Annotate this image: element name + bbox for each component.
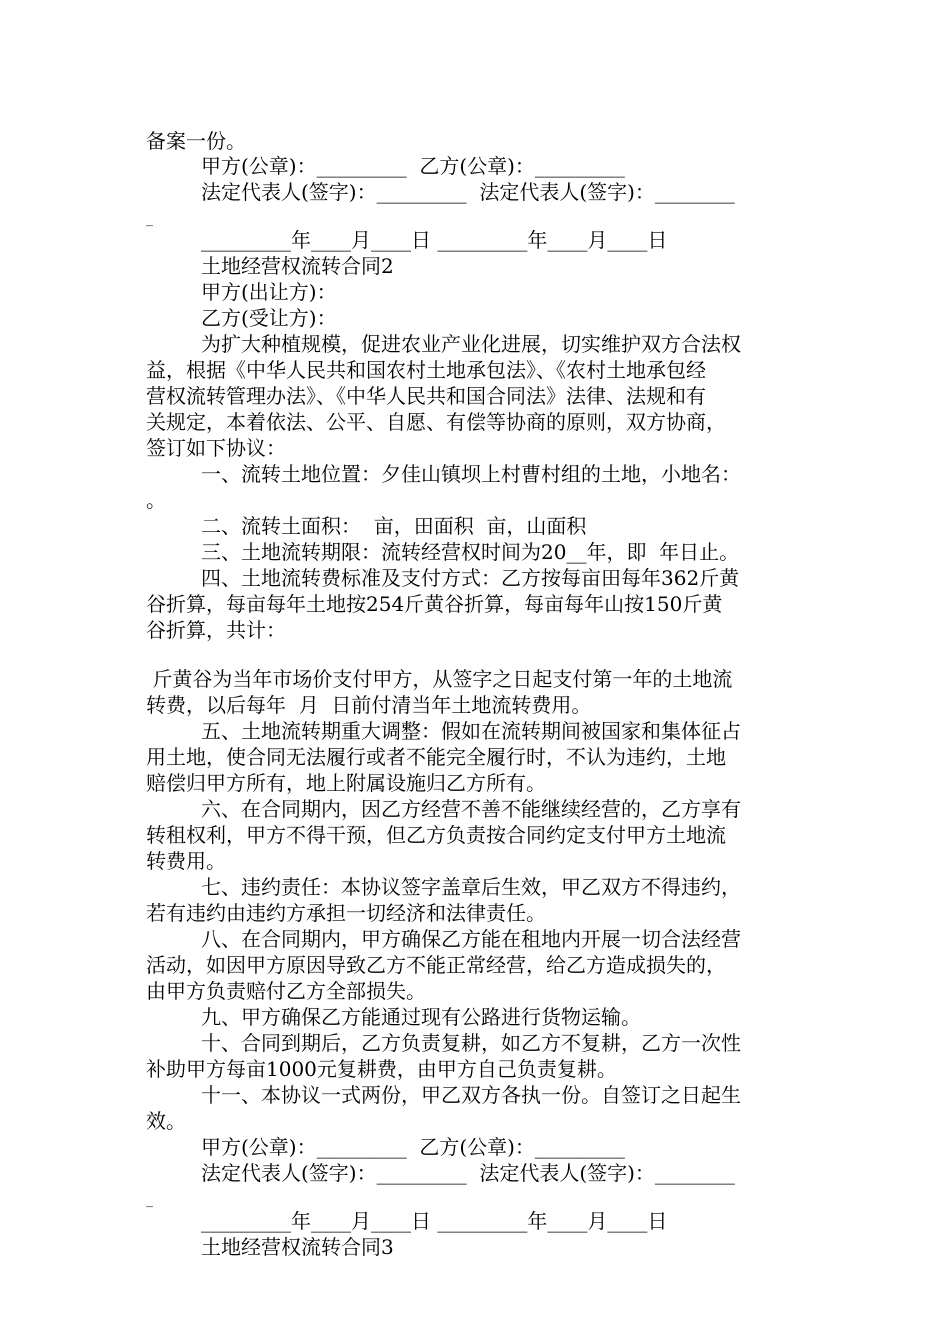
clause-line: 四、土地流转费标准及支付方式：乙方按每亩田每年362斤黄: [201, 566, 740, 590]
clause-line: 转费，以后每年 月 日前付清当年土地流转费用。: [146, 693, 592, 717]
clause-line: 。: [146, 488, 166, 512]
clause-line: 谷折算，共计：: [146, 618, 286, 642]
clause-line: 若有违约由违约方承担一切经济和法律责任。: [146, 901, 546, 925]
clause-line: 用土地，使合同无法履行或者不能完全履行时，不认为违约，土地: [146, 745, 726, 769]
clause-line: 一、流转土地位置：夕佳山镇坝上村曹村组的土地，小地名：: [201, 462, 741, 486]
clause-line: 九、甲方确保乙方能通过现有公路进行货物运输。: [201, 1005, 641, 1029]
underscore-continuation: _: [146, 211, 153, 227]
clause-line: 转租权利，甲方不得干预，但乙方负责按合同约定支付甲方土地流: [146, 823, 726, 847]
contract-heading: 土地经营权流转合同2: [201, 254, 394, 278]
preamble-line: 益，根据《中华人民共和国农村土地承包法》、《农村土地承包经: [146, 358, 706, 382]
date-line: _________年____月____日 _________年____月____日: [201, 1209, 668, 1233]
underscore-continuation: _: [146, 1192, 153, 1208]
clause-line: 由甲方负责赔付乙方全部损失。: [146, 979, 426, 1003]
party-b-label: 乙方(受让方)：: [201, 306, 337, 330]
text-line: 备案一份。: [146, 129, 246, 153]
signature-line-seal: 甲方(公章)：_________ 乙方(公章)：_________: [201, 1135, 625, 1159]
date-line: _________年____月____日 _________年____月____日: [201, 228, 668, 252]
clause-line: 十一、本协议一式两份，甲乙双方各执一份。自签订之日起生: [201, 1083, 741, 1107]
clause-line: 活动，如因甲方原因导致乙方不能正常经营，给乙方造成损失的，: [146, 953, 726, 977]
clause-line: 效。: [146, 1109, 186, 1133]
contract-heading: 土地经营权流转合同3: [201, 1235, 394, 1259]
clause-line: 七、违约责任：本协议签字盖章后生效，甲乙双方不得违约，: [201, 875, 741, 899]
clause-line: 斤黄谷为当年市场价支付甲方，从签字之日起支付第一年的土地流: [146, 667, 733, 691]
signature-line-representative: 法定代表人(签字)：_________ 法定代表人(签字)：________: [201, 1161, 735, 1185]
clause-line: 补助甲方每亩1000元复耕费，由甲方自己负责复耕。: [146, 1057, 617, 1081]
signature-line-seal: 甲方(公章)：_________ 乙方(公章)：_________: [201, 154, 625, 178]
clause-line: 谷折算，每亩每年土地按254斤黄谷折算，每亩每年山按150斤黄: [146, 592, 723, 616]
clause-line: 三、土地流转期限：流转经营权时间为20__年，即 年日止。: [201, 540, 740, 564]
clause-line: 赔偿归甲方所有，地上附属设施归乙方所有。: [146, 771, 546, 795]
preamble-line: 签订如下协议：: [146, 436, 286, 460]
preamble-line: 关规定，本着依法、公平、自愿、有偿等协商的原则，双方协商，: [146, 410, 726, 434]
clause-line: 六、在合同期内，因乙方经营不善不能继续经营的，乙方享有: [201, 797, 741, 821]
party-a-label: 甲方(出让方)：: [201, 280, 337, 304]
signature-line-representative: 法定代表人(签字)：_________ 法定代表人(签字)：________: [201, 180, 735, 204]
preamble-line: 为扩大种植规模，促进农业产业化进展，切实维护双方合法权: [201, 332, 741, 356]
clause-line: 五、土地流转期重大调整：假如在流转期间被国家和集体征占: [201, 719, 741, 743]
clause-line: 十、合同到期后，乙方负责复耕，如乙方不复耕，乙方一次性: [201, 1031, 741, 1055]
preamble-line: 营权流转管理办法》、《中华人民共和国合同法》法律、法规和有: [146, 384, 706, 408]
clause-line: 转费用。: [146, 849, 226, 873]
clause-line: 二、流转土面积： 亩，田面积 亩，山面积: [201, 514, 587, 538]
clause-line: 八、在合同期内，甲方确保乙方能在租地内开展一切合法经营: [201, 927, 741, 951]
